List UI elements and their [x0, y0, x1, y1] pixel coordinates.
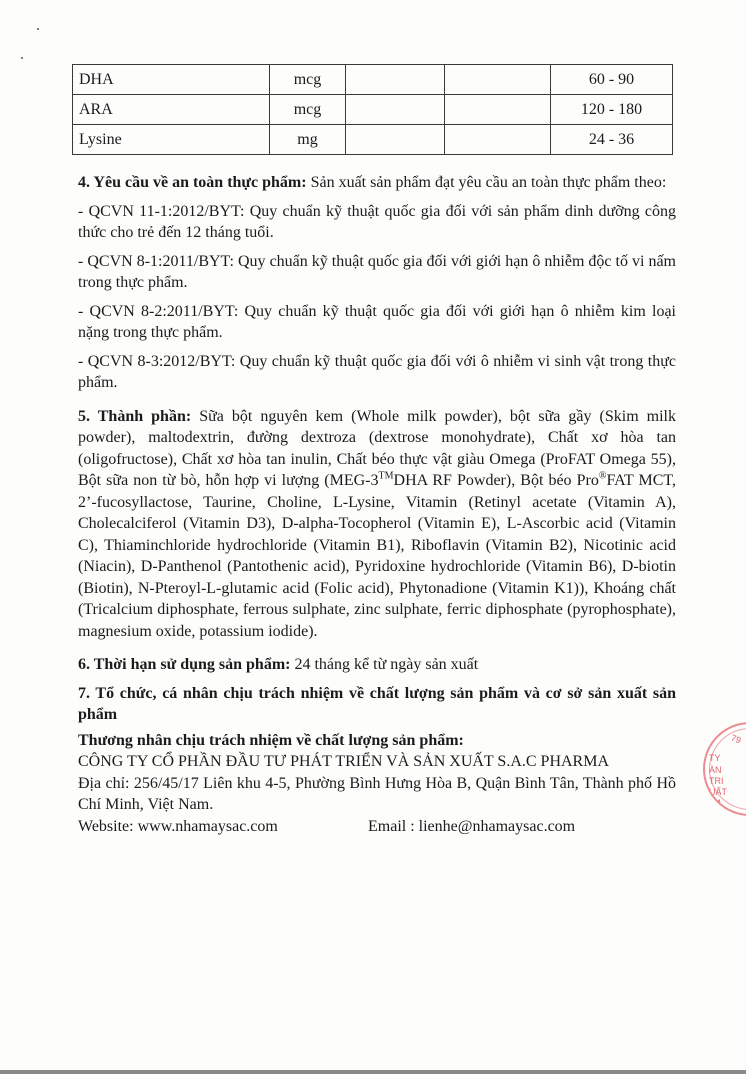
section-4-heading: 4. Yêu cầu về an toàn thực phẩm:: [78, 174, 307, 191]
stamp-text: ÀN: [709, 765, 722, 775]
table-row: [73, 65, 673, 95]
stamp-text: 79: [729, 732, 743, 746]
company-address: Địa chỉ: 256/45/17 Liên khu 4-5, Phường Bình Hưng Hòa B, Quận Bình Tân, Thành phố Hồ Chí Minh, Việt Nam.: [78, 774, 676, 813]
nutrient-unit: mg: [270, 125, 346, 155]
section-5-ingredients: [78, 406, 676, 643]
stamp-text: TY: [709, 753, 721, 763]
standard-item: - QCVN 11-1:2012/BYT: Quy chuẩn kỹ thuật quốc gia đối với sản phẩm dinh dưỡng công thức cho trẻ đến 12 tháng tuổi.: [78, 202, 676, 241]
document-body: [78, 172, 676, 837]
stamp-text: HA: [709, 798, 722, 808]
empty-cell: [346, 125, 445, 155]
section-4-intro-text: Sản xuất sản phẩm đạt yêu cầu an toàn thực phẩm theo:: [306, 174, 667, 191]
section-6-heading: 6. Thời hạn sử dụng sản phẩm:: [78, 656, 291, 673]
section-6-shelf-life: [78, 654, 676, 676]
nutrient-range: 120 - 180: [551, 95, 673, 125]
company-website[interactable]: Website: www.nhamaysac.com: [78, 817, 278, 835]
ingredients-text-3: FAT MCT, 2’-fucosyllactose, Taurine, Choline, L-Lysine, Vitamin (Retinyl acetate (Vitamin A), Cholecalciferol (Vitamin D3), D-alpha-Tocopherol (Vitamin E), L-Ascorbic acid (Vitamin C), Thiaminchloride hydrochloride (Vitamin B1), Riboflavin (Vitamin B2), Nicotinic acid (Niacin), D-Panthenol (Pantothenic acid), Pyridoxine hydrochloride (Vitamin B6), D-biotin (Biotin), N-Pteroyl-L-glutamic acid (Folic acid), Phytonadione (Vitamin K1)), Khoáng chất (Tricalcium diphosphate, ferrous sulphate, zinc sulphate, ferric diphosphate (pyrophosphate), magnesium oxide, potassium iodide).: [78, 472, 676, 640]
responsible-party-heading: Thương nhân chịu trách nhiệm về chất lượng sản phẩm:: [78, 731, 464, 749]
registered-symbol: ®: [598, 470, 607, 482]
empty-cell: [346, 65, 445, 95]
trademark-symbol: TM: [378, 470, 394, 482]
nutrition-table: [72, 64, 673, 155]
ingredients-text-1: Sữa bột nguyên kem (Whole milk powder), bột sữa gầy (Skim milk powder), maltodextrin, đường dextroza (dextrose monohydrate), Chất xơ hòa tan (oligofructose), Chất xơ hòa tan inulin, Chất béo thực vật giàu Omega (ProFAT Omega 55), Bột sữa non từ bò, hỗn hợp vi lượng (MEG-3: [78, 407, 677, 489]
empty-cell: [445, 125, 551, 155]
empty-cell: [346, 95, 445, 125]
standard-item: - QCVN 8-3:2012/BYT: Quy chuẩn kỹ thuật quốc gia đối với ô nhiễm vi sinh vật trong thực phẩm.: [78, 352, 676, 391]
shelf-life-text: 24 tháng kể từ ngày sản xuất: [290, 656, 479, 673]
table-row: [73, 95, 673, 125]
standard-item: - QCVN 8-1:2011/BYT: Quy chuẩn kỹ thuật quốc gia đối với giới hạn ô nhiễm độc tố vi nấm trong thực phẩm.: [78, 252, 676, 291]
nutrient-name: Lysine: [73, 125, 270, 155]
company-seal-stamp: [703, 722, 746, 816]
scan-speck: [21, 57, 23, 59]
nutrient-range: 60 - 90: [551, 65, 673, 95]
nutrient-name: DHA: [73, 65, 270, 95]
nutrient-unit: mcg: [270, 65, 346, 95]
page-bottom-edge: [0, 1070, 746, 1074]
nutrient-name: ARA: [73, 95, 270, 125]
nutrient-unit: mcg: [270, 95, 346, 125]
contact-row: [78, 816, 676, 838]
responsible-party: [78, 730, 676, 838]
company-email[interactable]: Email : lienhe@nhamaysac.com: [368, 817, 576, 835]
company-name: CÔNG TY CỔ PHẦN ĐẦU TƯ PHÁT TRIỂN VÀ SẢN XUẤT S.A.C PHARMA: [78, 753, 609, 770]
empty-cell: [445, 65, 551, 95]
section-5-heading: 5. Thành phần:: [78, 407, 192, 425]
standard-item: - QCVN 8-2:2011/BYT: Quy chuẩn kỹ thuật quốc gia đối với giới hạn ô nhiễm kim loại nặng trong thực phẩm.: [78, 302, 676, 341]
empty-cell: [445, 95, 551, 125]
stamp-text: UẤT: [709, 787, 727, 797]
scan-speck: [37, 28, 39, 30]
table-row: [73, 125, 673, 155]
nutrient-range: 24 - 36: [551, 125, 673, 155]
section-7-heading-text: 7. Tổ chức, cá nhân chịu trách nhiệm về chất lượng sản phẩm và cơ sở sản xuất sản phẩm: [78, 684, 676, 723]
section-7-heading: [78, 683, 676, 726]
ingredients-text-2: DHA RF Powder), Bột béo Pro: [393, 472, 599, 489]
stamp-text: TRI: [709, 776, 724, 786]
section-4-intro: [78, 172, 676, 194]
